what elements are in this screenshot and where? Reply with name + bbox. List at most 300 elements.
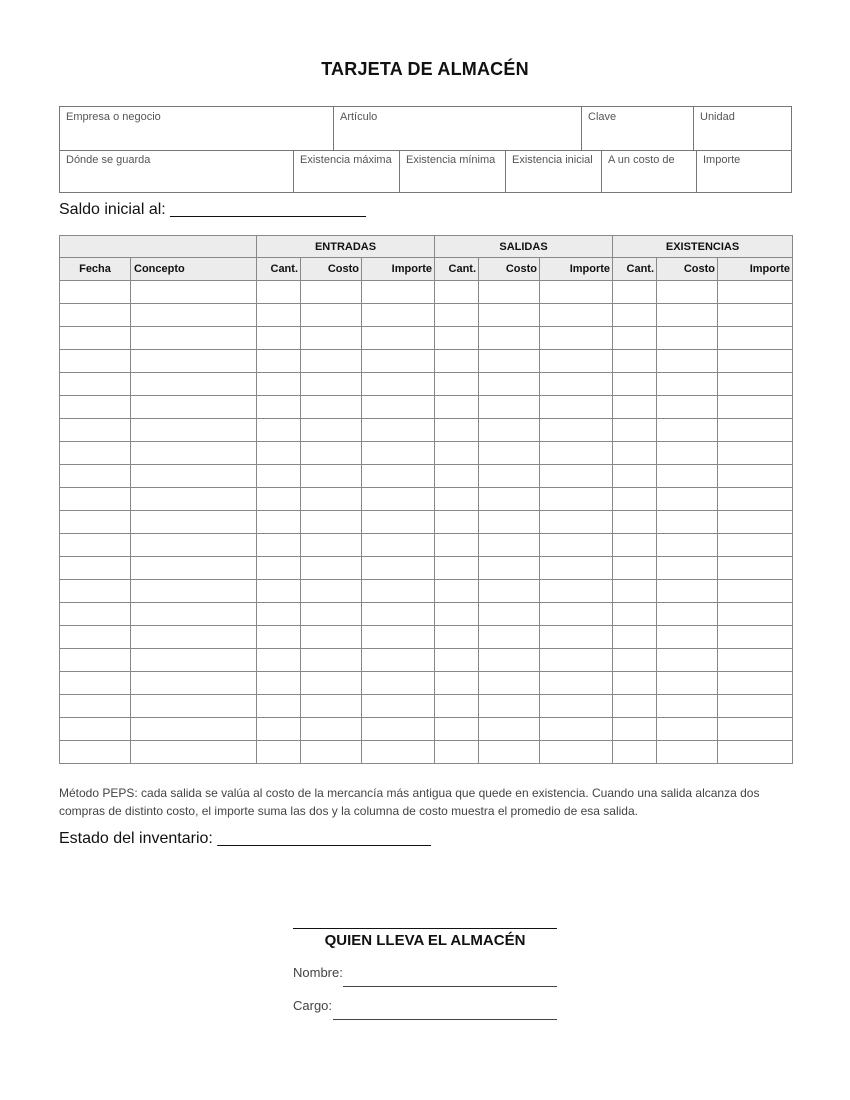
table-cell[interactable] bbox=[540, 373, 613, 396]
table-cell[interactable] bbox=[301, 649, 362, 672]
table-row bbox=[60, 465, 793, 488]
table-cell[interactable] bbox=[435, 465, 479, 488]
table-cell[interactable] bbox=[657, 695, 718, 718]
exist-min-field[interactable] bbox=[399, 150, 505, 192]
table-cell[interactable] bbox=[613, 649, 657, 672]
table-cell[interactable] bbox=[479, 396, 540, 419]
table-cell[interactable] bbox=[479, 465, 540, 488]
table-cell[interactable] bbox=[540, 626, 613, 649]
unidad-label: Unidad bbox=[700, 111, 735, 123]
table-cell[interactable] bbox=[60, 580, 131, 603]
table-cell[interactable] bbox=[613, 488, 657, 511]
table-cell[interactable] bbox=[479, 603, 540, 626]
table-row bbox=[60, 488, 793, 511]
empresa-label: Empresa o negocio bbox=[66, 111, 161, 123]
table-cell[interactable] bbox=[131, 718, 257, 741]
table-cell[interactable] bbox=[60, 649, 131, 672]
table-cell[interactable] bbox=[540, 442, 613, 465]
table-cell[interactable] bbox=[257, 488, 301, 511]
table-cell[interactable] bbox=[362, 695, 435, 718]
table-row bbox=[60, 304, 793, 327]
table-cell[interactable] bbox=[435, 373, 479, 396]
table-cell[interactable] bbox=[479, 327, 540, 350]
cargo-line[interactable] bbox=[333, 1019, 557, 1020]
table-row bbox=[60, 557, 793, 580]
table-cell[interactable] bbox=[257, 511, 301, 534]
table-cell[interactable] bbox=[362, 488, 435, 511]
ledger-group-blank bbox=[60, 236, 257, 258]
table-cell[interactable] bbox=[613, 281, 657, 304]
table-row bbox=[60, 741, 793, 764]
table-cell[interactable] bbox=[657, 419, 718, 442]
table-cell[interactable] bbox=[613, 557, 657, 580]
table-cell[interactable] bbox=[301, 695, 362, 718]
table-cell[interactable] bbox=[718, 396, 793, 419]
costo-label: A un costo de bbox=[608, 154, 675, 166]
table-cell[interactable] bbox=[435, 419, 479, 442]
table-cell[interactable] bbox=[257, 603, 301, 626]
articulo-field[interactable] bbox=[333, 107, 581, 150]
table-cell[interactable] bbox=[257, 327, 301, 350]
table-cell[interactable] bbox=[540, 534, 613, 557]
table-cell[interactable] bbox=[362, 626, 435, 649]
table-cell[interactable] bbox=[60, 304, 131, 327]
table-cell[interactable] bbox=[718, 580, 793, 603]
table-cell[interactable] bbox=[60, 350, 131, 373]
table-cell[interactable] bbox=[131, 534, 257, 557]
table-cell[interactable] bbox=[540, 419, 613, 442]
ledger-column-row bbox=[60, 258, 793, 281]
col-existencias-costo: Costo bbox=[657, 258, 718, 281]
table-cell[interactable] bbox=[657, 350, 718, 373]
table-cell[interactable] bbox=[362, 373, 435, 396]
table-cell[interactable] bbox=[257, 465, 301, 488]
table-cell[interactable] bbox=[301, 603, 362, 626]
table-cell[interactable] bbox=[257, 442, 301, 465]
table-cell[interactable] bbox=[540, 304, 613, 327]
table-cell[interactable] bbox=[435, 304, 479, 327]
table-cell[interactable] bbox=[301, 580, 362, 603]
table-cell[interactable] bbox=[657, 557, 718, 580]
table-cell[interactable] bbox=[60, 419, 131, 442]
table-cell[interactable] bbox=[257, 718, 301, 741]
table-cell[interactable] bbox=[257, 534, 301, 557]
table-cell[interactable] bbox=[60, 741, 131, 764]
costo-field[interactable] bbox=[601, 150, 696, 192]
table-cell[interactable] bbox=[131, 281, 257, 304]
table-cell[interactable] bbox=[540, 718, 613, 741]
table-cell[interactable] bbox=[613, 672, 657, 695]
table-cell[interactable] bbox=[479, 373, 540, 396]
table-row bbox=[60, 396, 793, 419]
table-cell[interactable] bbox=[613, 442, 657, 465]
table-cell[interactable] bbox=[435, 327, 479, 350]
table-cell[interactable] bbox=[657, 373, 718, 396]
estado-inventario[interactable]: Estado del inventario: ________________________ bbox=[59, 830, 431, 847]
table-cell[interactable] bbox=[613, 304, 657, 327]
table-cell[interactable] bbox=[362, 511, 435, 534]
table-cell[interactable] bbox=[540, 396, 613, 419]
table-cell[interactable] bbox=[435, 718, 479, 741]
articulo-label: Artículo bbox=[340, 111, 378, 123]
clave-field[interactable] bbox=[581, 107, 693, 150]
table-cell[interactable] bbox=[301, 350, 362, 373]
table-cell[interactable] bbox=[131, 649, 257, 672]
table-cell[interactable] bbox=[301, 281, 362, 304]
group-salidas: SALIDAS bbox=[435, 236, 613, 258]
table-cell[interactable] bbox=[257, 304, 301, 327]
table-cell[interactable] bbox=[613, 534, 657, 557]
info-row-1 bbox=[60, 107, 791, 151]
table-cell[interactable] bbox=[613, 626, 657, 649]
table-cell[interactable] bbox=[613, 741, 657, 764]
table-cell[interactable] bbox=[540, 649, 613, 672]
table-cell[interactable] bbox=[257, 281, 301, 304]
table-cell[interactable] bbox=[479, 281, 540, 304]
table-cell[interactable] bbox=[60, 557, 131, 580]
table-cell[interactable] bbox=[479, 488, 540, 511]
table-row bbox=[60, 626, 793, 649]
table-cell[interactable] bbox=[613, 465, 657, 488]
table-cell[interactable] bbox=[540, 511, 613, 534]
table-row bbox=[60, 603, 793, 626]
table-cell[interactable] bbox=[435, 557, 479, 580]
nombre-line[interactable] bbox=[343, 986, 557, 987]
table-cell[interactable] bbox=[362, 396, 435, 419]
table-cell[interactable] bbox=[435, 672, 479, 695]
table-cell[interactable] bbox=[362, 465, 435, 488]
table-cell[interactable] bbox=[657, 603, 718, 626]
table-cell[interactable] bbox=[718, 557, 793, 580]
table-cell[interactable] bbox=[613, 580, 657, 603]
table-cell[interactable] bbox=[540, 672, 613, 695]
table-cell[interactable] bbox=[613, 327, 657, 350]
table-cell[interactable] bbox=[657, 718, 718, 741]
ledger-table bbox=[59, 235, 793, 764]
table-cell[interactable] bbox=[613, 511, 657, 534]
table-cell[interactable] bbox=[131, 488, 257, 511]
table-row bbox=[60, 281, 793, 304]
table-row bbox=[60, 718, 793, 741]
table-row bbox=[60, 672, 793, 695]
table-cell[interactable] bbox=[257, 649, 301, 672]
table-cell[interactable] bbox=[301, 511, 362, 534]
table-cell[interactable] bbox=[60, 373, 131, 396]
table-cell[interactable] bbox=[362, 442, 435, 465]
signature-line[interactable] bbox=[293, 928, 557, 929]
unidad-field[interactable] bbox=[693, 107, 793, 150]
table-cell[interactable] bbox=[362, 580, 435, 603]
table-cell[interactable] bbox=[60, 511, 131, 534]
empresa-field[interactable] bbox=[60, 107, 333, 150]
table-cell[interactable] bbox=[131, 419, 257, 442]
table-cell[interactable] bbox=[613, 718, 657, 741]
nombre-label: Nombre: bbox=[293, 965, 343, 980]
importe-label: Importe bbox=[703, 154, 741, 166]
group-existencias: EXISTENCIAS bbox=[613, 236, 793, 258]
table-cell[interactable] bbox=[301, 557, 362, 580]
exist-min-label: Existencia mínima bbox=[406, 154, 496, 166]
table-cell[interactable] bbox=[718, 511, 793, 534]
col-fecha: Fecha bbox=[60, 258, 131, 281]
table-cell[interactable] bbox=[540, 350, 613, 373]
col-salidas-importe: Importe bbox=[540, 258, 613, 281]
table-cell[interactable] bbox=[479, 442, 540, 465]
exist-max-field[interactable] bbox=[293, 150, 399, 192]
table-cell[interactable] bbox=[435, 580, 479, 603]
table-cell[interactable] bbox=[60, 281, 131, 304]
table-cell[interactable] bbox=[479, 557, 540, 580]
table-cell[interactable] bbox=[435, 695, 479, 718]
table-cell[interactable] bbox=[540, 557, 613, 580]
ledger-group-row bbox=[60, 236, 793, 258]
table-cell[interactable] bbox=[131, 304, 257, 327]
table-cell[interactable] bbox=[613, 373, 657, 396]
table-cell[interactable] bbox=[540, 281, 613, 304]
table-cell[interactable] bbox=[60, 465, 131, 488]
table-cell[interactable] bbox=[131, 373, 257, 396]
table-row bbox=[60, 534, 793, 557]
table-cell[interactable] bbox=[435, 350, 479, 373]
ledger-body bbox=[60, 281, 793, 764]
table-cell[interactable] bbox=[718, 373, 793, 396]
table-cell[interactable] bbox=[435, 281, 479, 304]
donde-field[interactable] bbox=[60, 150, 293, 192]
table-cell[interactable] bbox=[479, 304, 540, 327]
col-existencias-importe: Importe bbox=[718, 258, 793, 281]
table-cell[interactable] bbox=[657, 626, 718, 649]
table-cell[interactable] bbox=[718, 695, 793, 718]
table-cell[interactable] bbox=[479, 718, 540, 741]
table-cell[interactable] bbox=[479, 672, 540, 695]
table-cell[interactable] bbox=[301, 672, 362, 695]
table-cell[interactable] bbox=[60, 488, 131, 511]
table-cell[interactable] bbox=[657, 442, 718, 465]
table-cell[interactable] bbox=[435, 396, 479, 419]
table-cell[interactable] bbox=[362, 304, 435, 327]
table-cell[interactable] bbox=[60, 396, 131, 419]
table-cell[interactable] bbox=[657, 488, 718, 511]
table-cell[interactable] bbox=[718, 281, 793, 304]
table-cell[interactable] bbox=[479, 534, 540, 557]
table-cell[interactable] bbox=[540, 488, 613, 511]
table-cell[interactable] bbox=[718, 603, 793, 626]
table-cell[interactable] bbox=[131, 511, 257, 534]
table-row bbox=[60, 511, 793, 534]
table-cell[interactable] bbox=[657, 396, 718, 419]
table-cell[interactable] bbox=[257, 741, 301, 764]
table-cell[interactable] bbox=[718, 350, 793, 373]
table-cell[interactable] bbox=[257, 580, 301, 603]
table-cell[interactable] bbox=[362, 672, 435, 695]
table-cell[interactable] bbox=[613, 603, 657, 626]
table-cell[interactable] bbox=[60, 327, 131, 350]
table-cell[interactable] bbox=[657, 534, 718, 557]
table-cell[interactable] bbox=[362, 741, 435, 764]
clave-label: Clave bbox=[588, 111, 617, 123]
table-cell[interactable] bbox=[613, 419, 657, 442]
table-cell[interactable] bbox=[131, 603, 257, 626]
col-existencias-cant: Cant. bbox=[613, 258, 657, 281]
table-cell[interactable] bbox=[301, 626, 362, 649]
table-cell[interactable] bbox=[301, 373, 362, 396]
table-cell[interactable] bbox=[479, 649, 540, 672]
table-cell[interactable] bbox=[718, 442, 793, 465]
table-cell[interactable] bbox=[657, 580, 718, 603]
table-cell[interactable] bbox=[657, 511, 718, 534]
table-cell[interactable] bbox=[540, 695, 613, 718]
table-cell[interactable] bbox=[657, 304, 718, 327]
peps-note: Método PEPS: cada salida se valúa al costo de la mercancía más antigua que quede en existencia. Cuando una salida alcanza dos compras de distinto costo, el importe suma las dos y la columna de costo muestra el promedio de esa salida. bbox=[59, 786, 760, 818]
table-cell[interactable] bbox=[131, 396, 257, 419]
table-cell[interactable] bbox=[257, 626, 301, 649]
table-cell[interactable] bbox=[131, 626, 257, 649]
table-cell[interactable] bbox=[301, 419, 362, 442]
table-cell[interactable] bbox=[257, 350, 301, 373]
table-row bbox=[60, 580, 793, 603]
table-cell[interactable] bbox=[362, 327, 435, 350]
table-cell[interactable] bbox=[657, 741, 718, 764]
table-cell[interactable] bbox=[131, 741, 257, 764]
table-cell[interactable] bbox=[60, 603, 131, 626]
table-cell[interactable] bbox=[257, 396, 301, 419]
table-cell[interactable] bbox=[540, 580, 613, 603]
table-cell[interactable] bbox=[718, 741, 793, 764]
table-cell[interactable] bbox=[362, 419, 435, 442]
table-cell[interactable] bbox=[435, 488, 479, 511]
table-cell[interactable] bbox=[479, 511, 540, 534]
table-cell[interactable] bbox=[257, 373, 301, 396]
table-cell[interactable] bbox=[540, 741, 613, 764]
table-cell[interactable] bbox=[718, 672, 793, 695]
table-cell[interactable] bbox=[718, 718, 793, 741]
table-cell[interactable] bbox=[301, 465, 362, 488]
table-cell[interactable] bbox=[718, 626, 793, 649]
table-cell[interactable] bbox=[718, 304, 793, 327]
table-cell[interactable] bbox=[540, 465, 613, 488]
table-cell[interactable] bbox=[718, 534, 793, 557]
table-cell[interactable] bbox=[718, 327, 793, 350]
table-cell[interactable] bbox=[60, 672, 131, 695]
table-cell[interactable] bbox=[613, 396, 657, 419]
table-cell[interactable] bbox=[362, 350, 435, 373]
page-title: TARJETA DE ALMACÉN bbox=[321, 59, 529, 79]
table-cell[interactable] bbox=[657, 327, 718, 350]
table-cell[interactable] bbox=[131, 580, 257, 603]
table-cell[interactable] bbox=[435, 626, 479, 649]
table-cell[interactable] bbox=[362, 649, 435, 672]
table-row bbox=[60, 695, 793, 718]
table-cell[interactable] bbox=[257, 695, 301, 718]
table-cell[interactable] bbox=[540, 603, 613, 626]
table-cell[interactable] bbox=[718, 649, 793, 672]
table-cell[interactable] bbox=[131, 350, 257, 373]
cargo-label: Cargo: bbox=[293, 998, 333, 1013]
table-cell[interactable] bbox=[362, 281, 435, 304]
table-cell[interactable] bbox=[131, 672, 257, 695]
table-cell[interactable] bbox=[435, 511, 479, 534]
table-cell[interactable] bbox=[435, 741, 479, 764]
table-cell[interactable] bbox=[362, 534, 435, 557]
col-entradas-cant: Cant. bbox=[257, 258, 301, 281]
table-cell[interactable] bbox=[613, 695, 657, 718]
donde-label: Dónde se guarda bbox=[66, 154, 151, 166]
table-cell[interactable] bbox=[362, 718, 435, 741]
table-cell[interactable] bbox=[479, 626, 540, 649]
table-cell[interactable] bbox=[657, 281, 718, 304]
table-cell[interactable] bbox=[479, 419, 540, 442]
exist-ini-field[interactable] bbox=[505, 150, 601, 192]
table-row bbox=[60, 327, 793, 350]
table-cell[interactable] bbox=[301, 718, 362, 741]
table-cell[interactable] bbox=[718, 488, 793, 511]
signature-title: QUIEN LLEVA EL ALMACÉN bbox=[324, 932, 526, 949]
info-box bbox=[59, 106, 792, 193]
table-cell[interactable] bbox=[60, 695, 131, 718]
col-salidas-cant: Cant. bbox=[435, 258, 479, 281]
table-cell[interactable] bbox=[60, 534, 131, 557]
table-cell[interactable] bbox=[435, 442, 479, 465]
table-cell[interactable] bbox=[131, 442, 257, 465]
table-cell[interactable] bbox=[301, 396, 362, 419]
table-cell[interactable] bbox=[131, 557, 257, 580]
table-cell[interactable] bbox=[657, 465, 718, 488]
table-cell[interactable] bbox=[301, 488, 362, 511]
table-cell[interactable] bbox=[479, 741, 540, 764]
table-row bbox=[60, 350, 793, 373]
table-cell[interactable] bbox=[479, 580, 540, 603]
table-cell[interactable] bbox=[362, 557, 435, 580]
table-cell[interactable] bbox=[131, 327, 257, 350]
table-cell[interactable] bbox=[657, 649, 718, 672]
table-cell[interactable] bbox=[257, 419, 301, 442]
table-cell[interactable] bbox=[362, 603, 435, 626]
table-cell[interactable] bbox=[540, 327, 613, 350]
table-cell[interactable] bbox=[435, 534, 479, 557]
saldo-inicial[interactable]: Saldo inicial al: ______________________ bbox=[59, 201, 366, 218]
table-cell[interactable] bbox=[60, 626, 131, 649]
col-entradas-costo: Costo bbox=[301, 258, 362, 281]
info-row-2 bbox=[60, 150, 791, 192]
table-row bbox=[60, 649, 793, 672]
table-cell[interactable] bbox=[435, 649, 479, 672]
table-cell[interactable] bbox=[613, 350, 657, 373]
table-cell[interactable] bbox=[301, 327, 362, 350]
table-cell[interactable] bbox=[301, 442, 362, 465]
table-cell[interactable] bbox=[257, 672, 301, 695]
table-cell[interactable] bbox=[479, 350, 540, 373]
col-entradas-importe: Importe bbox=[362, 258, 435, 281]
table-row bbox=[60, 442, 793, 465]
table-row bbox=[60, 419, 793, 442]
exist-ini-label: Existencia inicial bbox=[512, 154, 593, 166]
table-cell[interactable] bbox=[718, 419, 793, 442]
table-cell[interactable] bbox=[657, 672, 718, 695]
table-cell[interactable] bbox=[301, 534, 362, 557]
table-cell[interactable] bbox=[60, 718, 131, 741]
table-cell[interactable] bbox=[718, 465, 793, 488]
table-cell[interactable] bbox=[60, 442, 131, 465]
table-cell[interactable] bbox=[435, 603, 479, 626]
table-cell[interactable] bbox=[257, 557, 301, 580]
table-cell[interactable] bbox=[479, 695, 540, 718]
table-cell[interactable] bbox=[131, 695, 257, 718]
col-salidas-costo: Costo bbox=[479, 258, 540, 281]
table-cell[interactable] bbox=[131, 465, 257, 488]
table-cell[interactable] bbox=[301, 304, 362, 327]
table-cell[interactable] bbox=[301, 741, 362, 764]
importe-field[interactable] bbox=[696, 150, 793, 192]
